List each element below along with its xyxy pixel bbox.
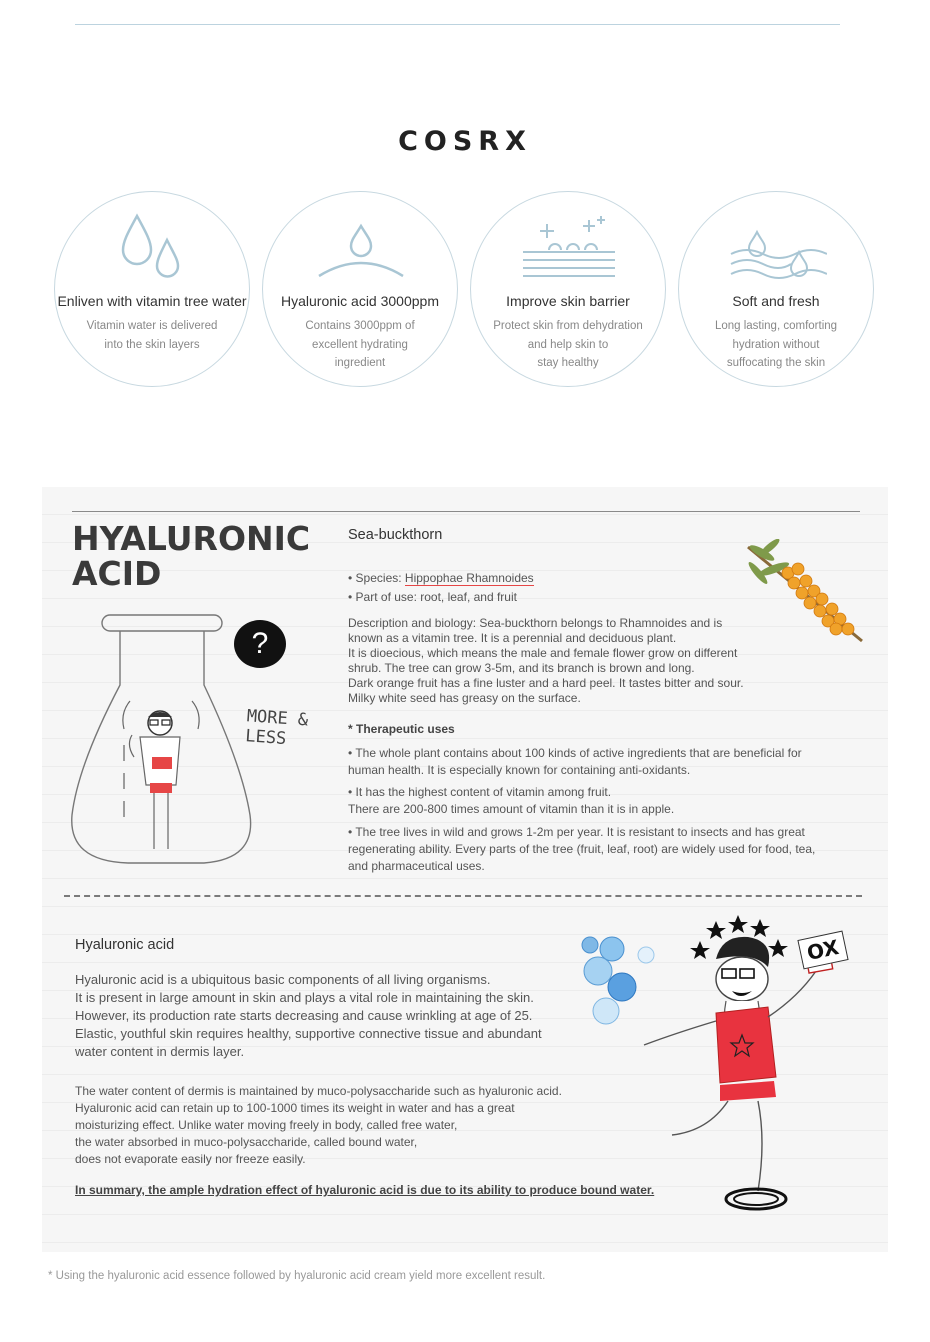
- question-mark-icon: [234, 620, 286, 668]
- top-divider: [75, 24, 840, 25]
- feature-title: Soft and fresh: [732, 293, 820, 309]
- feature-description: Long lasting, comforting hydration without suffocating the skin: [714, 320, 838, 369]
- therapeutic-use-text: The whole plant contains about 100 kinds of active ingredients that are beneficial for human health. It is especially known for containing anti-oxidants.: [348, 746, 802, 777]
- question-mark-text: ?: [251, 627, 269, 660]
- feature-description: Contains 3000ppm of excellent hydrating ingredient: [305, 320, 415, 369]
- soft-fresh-icon: [727, 210, 827, 286]
- species-value: Hippophae Rhamnoides: [404, 571, 534, 585]
- brand-logo: COSRX: [398, 126, 532, 157]
- more-less-doodle: MORE & LESS: [244, 706, 309, 750]
- sea-buckthorn-heading: Sea-buckthorn: [348, 527, 443, 543]
- hyaluronic-paragraph-1: Hyaluronic acid is a ubiquitous basic components of all living organisms. It is present in large amount in skin and plays a vital role in maintaining the skin. However, its production rate starts decreasing and cause wrinkling at age of 25. Elastic, youthful skin requires healthy, supportive connective tissue and abundant water content in dermis layer.: [75, 972, 542, 1059]
- biology-description: Description and biology: Sea-buckthorn belongs to Rhamnoides and is known as a vitamin tree. It is a perennial and deciduous plant. It is dioecious, which means the male and female flower grow on different shrub. The tree can grow 3-5m, and its branch is brown and long. Dark orange fruit has a fine luster and a hard peel. It tastes bitter and sour. Milky white seed has greasy on the surface.: [348, 616, 744, 705]
- feature-vitamin-water: [54, 191, 250, 387]
- feature-skin-barrier: [470, 191, 666, 387]
- therapeutic-use-item: • The tree lives in wild and grows 1-2m per year. It is resistant to insects and has great regenerating ability. Every parts of the tree (fruit, leaf, root) are widely used for food, tea, and pharmaceutical uses.: [348, 825, 816, 873]
- part-of-use-text: Part of use: root, leaf, and fruit: [355, 590, 517, 604]
- drop-on-skin-icon: [311, 210, 411, 286]
- sea-buckthorn-berries-illustration: [744, 539, 868, 649]
- section-divider: [64, 895, 862, 897]
- feature-hyaluronic-acid: [262, 191, 458, 387]
- feature-description: Protect skin from dehydration and help skin to stay healthy: [493, 320, 643, 369]
- hyaluronic-paragraph-2: The water content of dermis is maintained by muco-polysaccharide such as hyaluronic acid. Hyaluronic acid can retain up to 100-1000 times its weight in water and has a great moisturizing effect. Unlike water moving freely in body, called free water, the water absorbed in muco-polysaccharide, called bound water, does not evaporate easily nor freeze easily.: [75, 1084, 562, 1166]
- therapeutic-uses-label: Therapeutic uses: [356, 722, 455, 736]
- water-drops-icon: [103, 210, 203, 286]
- therapeutic-use-text: It has the highest content of vitamin among fruit. There are 200-800 times amount of vitamin than it is in apple.: [348, 785, 675, 816]
- ox-sign: OX: [797, 931, 848, 970]
- hyaluronic-heading: Hyaluronic acid: [75, 937, 175, 953]
- therapeutic-use-item: • It has the highest content of vitamin among fruit. There are 200-800 times amount of vitamin than it is in apple.: [348, 785, 675, 816]
- footnote: * Using the hyaluronic acid essence followed by hyaluronic acid cream yield more excellent result.: [48, 1270, 546, 1282]
- panel-top-rule: [72, 511, 860, 512]
- therapeutic-use-item: • The whole plant contains about 100 kinds of active ingredients that are beneficial for human health. It is especially known for containing anti-oxidants.: [348, 746, 802, 777]
- part-of-use-line: • Part of use: root, leaf, and fruit: [348, 590, 517, 604]
- section-title: HYALURONIC ACID: [72, 519, 311, 593]
- hyaluronic-summary: In summary, the ample hydration effect of hyaluronic acid is due to its ability to produce bound water.: [75, 1183, 655, 1197]
- flask-scientist-illustration: [68, 605, 258, 867]
- feature-title: Improve skin barrier: [506, 293, 630, 309]
- therapeutic-uses-heading: * Therapeutic uses: [348, 722, 455, 736]
- species-label: Species:: [355, 571, 405, 585]
- therapeutic-use-text: The tree lives in wild and grows 1-2m per year. It is resistant to insects and has great regenerating ability. Every parts of the tree (fruit, leaf, root) are widely used for food, tea, and pharmaceutical uses.: [348, 825, 816, 873]
- feature-title: Enliven with vitamin tree water: [57, 293, 247, 309]
- species-line: • Species: Hippophae Rhamnoides: [348, 571, 534, 585]
- skin-barrier-icon: [519, 210, 619, 286]
- feature-description: Vitamin water is delivered into the skin layers: [86, 320, 218, 351]
- feature-soft-fresh: [678, 191, 874, 387]
- feature-title: Hyaluronic acid 3000ppm: [281, 293, 439, 309]
- hyaluronic-info-panel: [42, 487, 888, 1252]
